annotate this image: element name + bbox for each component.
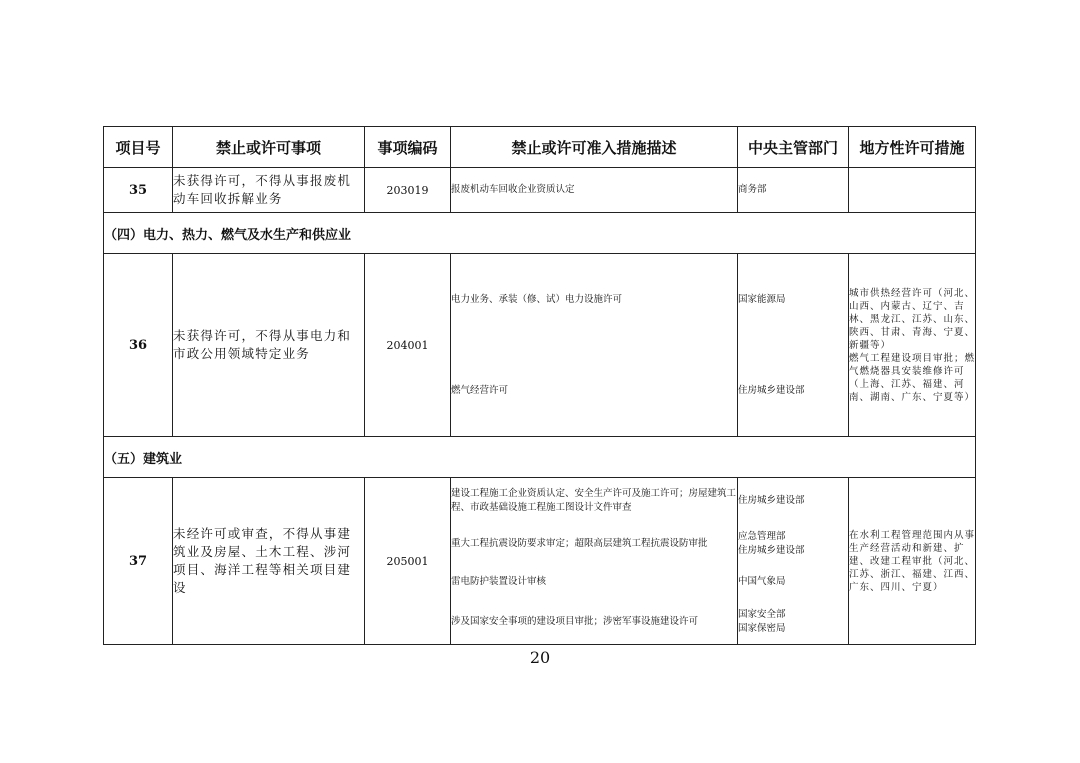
row-measures-cell bbox=[451, 254, 738, 437]
row-measure: 涉及国家安全事项的建设项目审批；涉密军事设施建设许可 bbox=[451, 616, 699, 627]
row-dept: 国家安全部 国家保密局 bbox=[738, 609, 786, 634]
row-number: 36 bbox=[104, 254, 173, 437]
row-code: 205001 bbox=[365, 478, 451, 645]
row-dept: 国家能源局 bbox=[738, 293, 786, 305]
row-matter: 未获得许可，不得从事电力和市政公用领域特定业务 bbox=[173, 254, 365, 437]
section-title: （四）电力、热力、燃气及水生产和供应业 bbox=[104, 213, 976, 254]
row-local: 在水利工程管理范围内从事生产经营活动和新建、扩建、改建工程审批（河北、江苏、浙江、福建、江西、广东、四川、宁夏） bbox=[849, 478, 976, 645]
row-dept-cell bbox=[738, 478, 849, 645]
row-measure: 电力业务、承装（修、试）电力设施许可 bbox=[451, 293, 623, 305]
table-row-36 bbox=[104, 254, 976, 437]
row-dept: 住房城乡建设部 bbox=[738, 384, 805, 396]
row-number: 37 bbox=[104, 478, 173, 645]
page-number: 20 bbox=[529, 648, 551, 667]
header-code: 事项编码 bbox=[365, 127, 451, 168]
row-dept: 住房城乡建设部 bbox=[738, 495, 805, 506]
section-row-4 bbox=[104, 213, 976, 254]
row-code: 203019 bbox=[365, 168, 451, 213]
header-project-number: 项目号 bbox=[104, 127, 173, 168]
section-title: （五）建筑业 bbox=[104, 437, 976, 478]
row-measure: 报废机动车回收企业资质认定 bbox=[451, 168, 738, 213]
row-local bbox=[849, 168, 976, 213]
row-measures-cell bbox=[451, 478, 738, 645]
permit-table bbox=[103, 126, 976, 645]
row-matter: 未获得许可，不得从事报废机动车回收拆解业务 bbox=[173, 168, 365, 213]
row-dept: 应急管理部 住房城乡建设部 bbox=[738, 531, 805, 556]
row-dept: 商务部 bbox=[738, 168, 849, 213]
row-measure: 燃气经营许可 bbox=[451, 384, 509, 396]
header-measures: 禁止或许可准入措施描述 bbox=[451, 127, 738, 168]
row-measure: 雷电防护装置设计审核 bbox=[451, 576, 547, 587]
header-matter: 禁止或许可事项 bbox=[173, 127, 365, 168]
row-dept-cell bbox=[738, 254, 849, 437]
row-matter: 未经许可或审查，不得从事建筑业及房屋、土木工程、涉河项目、海洋工程等相关项目建设 bbox=[173, 478, 365, 645]
section-row-5 bbox=[104, 437, 976, 478]
row-local: 城市供热经营许可（河北、山西、内蒙古、辽宁、吉林、黑龙江、江苏、山东、陕西、甘肃、青海、宁夏、新疆等） 燃气工程建设项目审批；燃气燃烧器具安装维修许可（上海、江苏、福建、河南、湖南、广东、宁夏等） bbox=[849, 254, 976, 437]
table-row-35 bbox=[104, 168, 976, 213]
row-number: 35 bbox=[104, 168, 173, 213]
row-measure: 建设工程施工企业资质认定、安全生产许可及施工许可；房屋建筑工程、市政基础设施工程施工图设计文件审查 bbox=[451, 488, 737, 513]
table-header-row bbox=[104, 127, 976, 168]
row-code: 204001 bbox=[365, 254, 451, 437]
header-local-measures: 地方性许可措施 bbox=[849, 127, 976, 168]
row-dept: 中国气象局 bbox=[738, 576, 786, 587]
header-central-dept: 中央主管部门 bbox=[738, 127, 849, 168]
table-row-37 bbox=[104, 478, 976, 645]
row-measure: 重大工程抗震设防要求审定；超限高层建筑工程抗震设防审批 bbox=[451, 538, 708, 549]
